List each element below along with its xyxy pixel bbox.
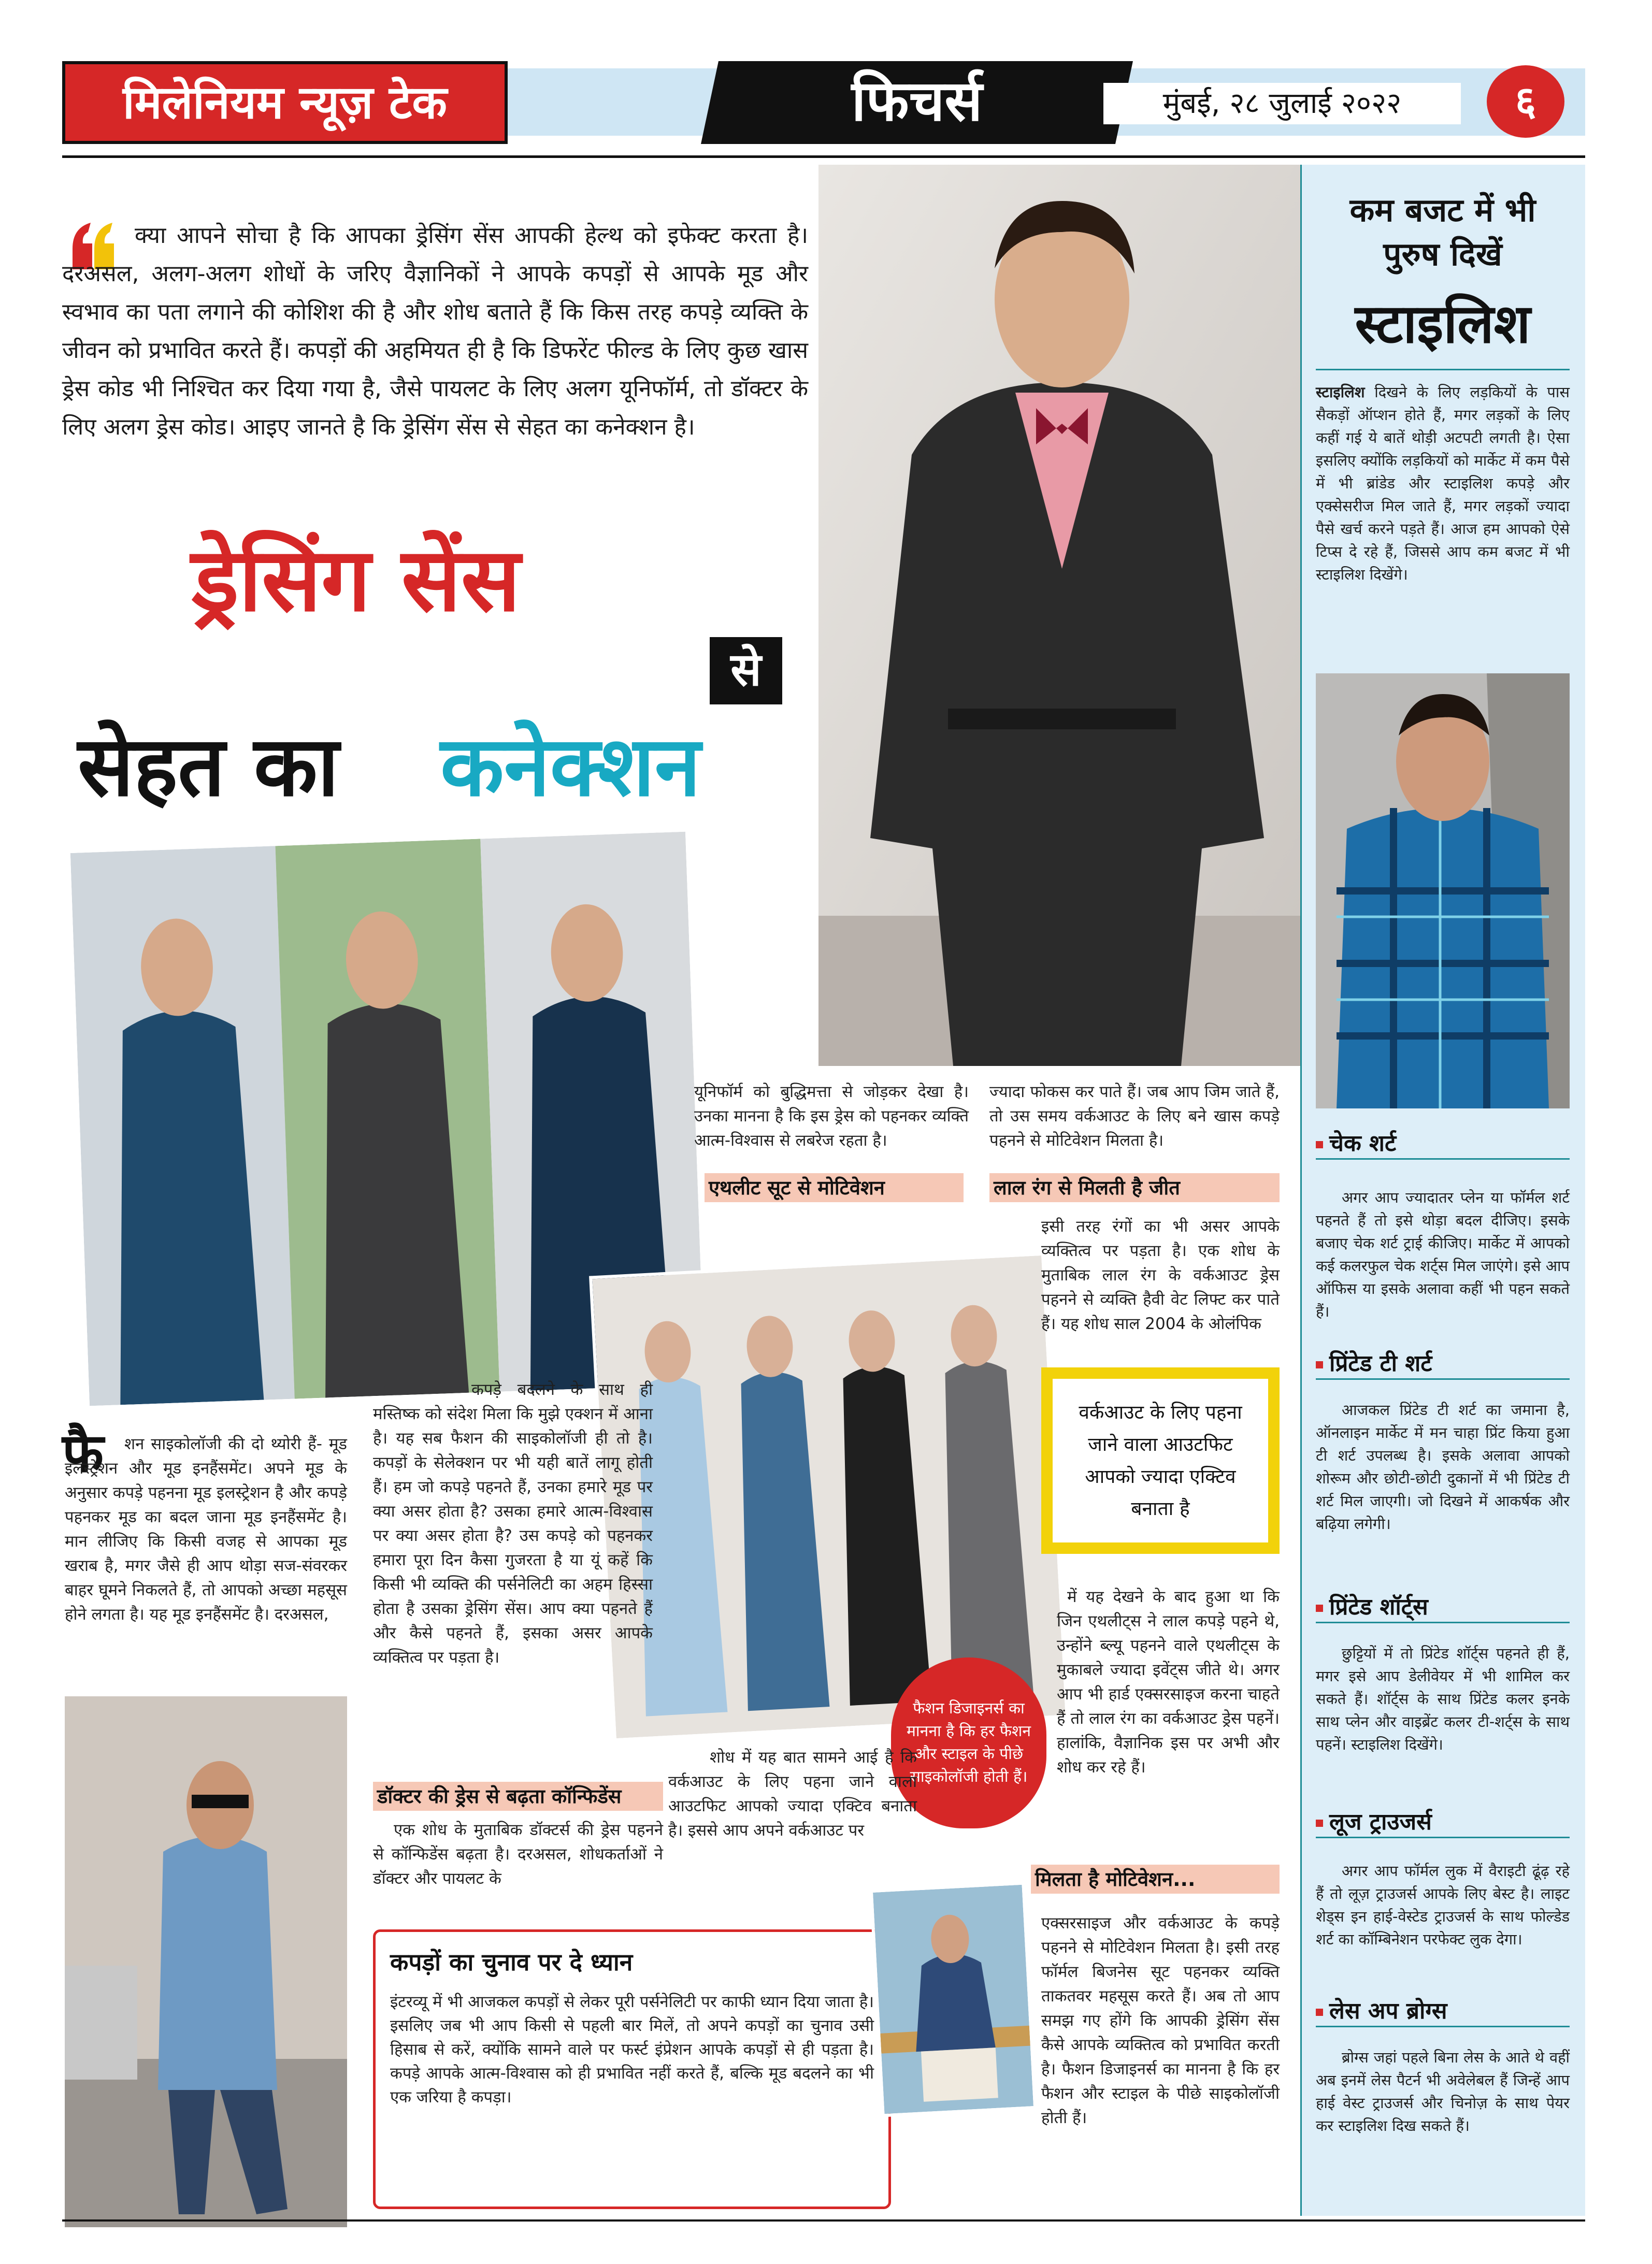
yellow-quote-text: वर्कआउट के लिए पहना जाने वाला आउटफिट आपको ज्यादा एक्टिव बनाता है: [1079, 1401, 1242, 1520]
headline-badge: से: [710, 637, 782, 704]
bullet-square-icon: [1316, 2009, 1323, 2016]
sidebar-item-text-printed-shorts: छुट्टियों में तो प्रिंटेड शॉर्ट्स पहनते ही हैं, मगर इसे आप डेलीवेयर में भी शामिल कर सकते हैं। शॉर्ट्स के साथ प्रिंटेड कलर इनके साथ प्लेन और वाइब्रेंट कलर टी-शर्ट्स के साथ पहनें। स्टाइलिश दिखेंगे।: [1316, 1645, 1570, 1753]
sidebar-lead-text: दिखने के लिए लड़कियों के पास सैकड़ों ऑप्शन होते हैं, मगर लड़कों के लिए कहीं गई ये बातें थोड़ी अटपटी लगती है। ऐसा इसलिए क्योंकि लड़कियों को मार्केट में कम पैसे में भी ब्रांडेड और स्टाइलिश कपड़े और एक्सेसरीज मिल जाते हैं, मगर लड़कों ज्यादा पैसे खर्च करने पड़ते हैं। आज हम आपको ऐसे टिप्स दे रहे हैं, जिससे आप कम बजट में भी स्टाइलिश दिखेंगे।: [1316, 383, 1570, 583]
sidebar-item-title: लूज ट्राउजर्स: [1329, 1809, 1432, 1835]
section-title: फिचर्स: [851, 69, 983, 134]
sidebar-title2: पुरुष दिखें: [1383, 235, 1502, 273]
sidebar-lead-bold: स्टाइलिश: [1316, 383, 1365, 401]
bullet-square-icon: [1316, 1361, 1323, 1368]
sidebar-item-title: प्रिंटेड टी शर्ट: [1329, 1350, 1432, 1377]
yellow-quote-inner: [1053, 1379, 1268, 1542]
choice-heading: कपड़ों का चुनाव पर दे ध्यान: [390, 1948, 633, 1976]
check-shirt-photo: [1316, 673, 1570, 1108]
headline-line2a: सेहत का: [78, 718, 339, 815]
article-col1: शन साइकोलॉजी की दो थ्योरी हैं- मूड इलस्ट्रेशन और मूड इनहैंसमेंट। अपने मूड के अनुसार कपड़े पहनना मूड इलस्ट्रेशन है और कपड़े पहनकर मूड का बदल जाना मूड इनहैंसमेंट है। मान लीजिए कि किसी वजह से आपका मूड खराब है, मगर जैसे ही आप थोड़ा सज-संवरकर बाहर घूमने निकलते हैं, तो आपको अच्छा महसूस होने लगता है। यह मूड इनहैंसमेंट है। दरअसल,: [65, 1435, 347, 1624]
hero-photo: [818, 165, 1305, 1066]
brand-name: मिलेनियम न्यूज़ टेक: [123, 76, 447, 129]
footer-rule: [62, 2219, 1585, 2222]
dateline: मुंबई, २८ जुलाई २०२२: [1103, 83, 1461, 124]
sidebar-title-rule: [1316, 369, 1570, 370]
sidebar-item-text-loose-trousers: अगर आप फॉर्मल लुक में वैराइटी ढूंढ़ रहे हैं तो लूज़ ट्राउजर्स आपके लिए बेस्ट है। लाइट शेड्स इन हाई-वेस्टेड ट्राउजर्स के साथ फोल्डेड शर्ट का कॉम्बिनेशन परफेक्ट लुक देगा।: [1316, 1862, 1570, 1948]
athlete-heading: एथलीट सूट से मोटिवेशन: [705, 1173, 964, 1202]
sidebar-item-title: प्रिंटेड शॉर्ट्स: [1329, 1594, 1428, 1620]
doctor-heading: डॉक्टर की ड्रेस से बढ़ता कॉन्फिडेंस: [373, 1782, 663, 1811]
sidebar-item-heading-lace-up-brogues: [1316, 1997, 1570, 2027]
sidebar-item-title: लेस अप ब्रोग्स: [1329, 1998, 1447, 2024]
page-number-badge: ६: [1487, 65, 1564, 138]
bullet-square-icon: [1316, 1141, 1323, 1148]
sidebar-item-text-lace-up-brogues: ब्रोग्स जहां पहले बिना लेस के आते थे वहीं अब इनमें लेस पैटर्न भी अवेलेबल हैं जिन्हें आप हाई वेस्ट ट्राउजर्स और चिनोज़ के साथ पेयर कर स्टाइलिश दिख सकते हैं।: [1316, 2049, 1570, 2135]
sidebar-item-heading-check-shirt: [1316, 1129, 1570, 1160]
sidebar-item-text-check-shirt: अगर आप ज्यादातर प्लेन या फॉर्मल शर्ट पहनते हैं तो इसे थोड़ा बदल दीजिए। इसके बजाए चेक शर्ट ट्राई कीजिए। मार्केट में आपको कई कलरफुल चेक शर्ट्स मिल जाएंगे। इसे आप ऑफिस या इसके अलावा कहीं भी पहन सकते हैं।: [1316, 1189, 1570, 1320]
doctor-text: एक शोध के मुताबिक डॉक्टर्स की ड्रेस पहनने से कॉन्फिडेंस बढ़ता है। दरअसल, शोधकर्ताओं ने डॉक्टर और पायलट के: [373, 1821, 663, 1888]
intro-paragraph: क्या आपने सोचा है कि आपका ड्रेसिंग सेंस आपकी हेल्थ को इफेक्ट करता है। दरअसल, अलग-अलग शोधों के जरिए वैज्ञानिकों ने आपके कपड़ों से आपके मूड और स्वभाव का पता लगाने की कोशिश की है और शोध बताते हैं कि किस तरह कपड़े व्यक्ति के जीवन को प्रभावित करते हैं। कपड़ों की अहमियत ही है कि डिफरेंट फील्ड के लिए कुछ खास ड्रेस कोड भी निश्चित कर दिया गया है, जैसे पायलट के लिए अलग यूनिफॉर्म, तो डॉक्टर के लिए अलग ड्रेस कोड। आइए जानते है कि ड्रेसिंग सेंस से सेहत का कनेक्शन है।: [62, 222, 808, 440]
motivation-text: एक्सरसाइज और वर्कआउट के कपड़े पहनने से मोटिवेशन मिलता है। इसी तरह फॉर्मल बिजनेस सूट पहनकर व्यक्ति ताकतवर महसूस करते हैं। अब तो आप समझ गए होंगे कि आपकी ड्रेसिंग सेंस कैसे आपके व्यक्तित्व को प्रभावित करती है। फैशन डिजाइनर्स का मानना है कि हर फैशन और स्टाइल के पीछे साइकोलॉजी होती हैं।: [1041, 1914, 1280, 2127]
article-col4-top: ज्यादा फोकस कर पाते हैं। जब आप जिम जाते हैं, तो उस समय वर्कआउट के लिए बने खास कपड़े पहनने से मोटिवेशन मिलता है।: [989, 1083, 1280, 1150]
sidebar-title1: कम बजट में भी: [1349, 191, 1536, 229]
article-col2: कपड़े बदलने के साथ ही मस्तिष्क को संदेश मिला कि मुझे एक्शन में आना है। यह सब फैशन की साइकोलॉजी ही तो है। कपड़ों के सेलेक्शन पर भी यही बातें लागू होती हैं। हम जो कपड़े पहनते हैं, उनका हमारे मूड पर क्या असर होता है? उसका हमारे आत्म-विश्वास पर क्या असर होता है? उस कपड़े को पहनकर हमारा पूरा दिन कैसा गुजरता है या यूं कहें कि किसी भी व्यक्ति की पर्सनेलिटी का अहम हिस्सा होता है उसका ड्रेसिंग सेंस। आप क्या पहनते हैं और कैसे पहनते हैं, इसका असर आपके व्यक्तित्व पर पड़ता है।: [373, 1380, 653, 1667]
bullet-square-icon: [1316, 1820, 1323, 1827]
brand-box: [62, 61, 508, 144]
choice-box: [373, 1929, 891, 2209]
motivation-heading: मिलता है मोटिवेशन...: [1031, 1865, 1280, 1894]
sidebar-item-title: चेक शर्ट: [1329, 1130, 1397, 1157]
sidebar-item-heading-loose-trousers: [1316, 1808, 1570, 1838]
sidebar-title3: स्टाइलिश: [1355, 292, 1531, 355]
red-text-continued: में यह देखने के बाद हुआ था कि जिन एथलीट्स ने लाल कपड़े पहने थे, उन्होंने ब्ल्यू पहनने वाले एथलीट्स के मुकाबले ज्यादा इवेंट्स जीते थे। अगर आप भी हार्ड एक्सरसाइज करना चाहते हैं तो लाल रंग का वर्कआउट ड्रेस पहनें। हालांकि, वैज्ञानिक इस पर अभी और शोध कर रहे हैं।: [1057, 1588, 1280, 1777]
street-photo: [65, 1696, 347, 2227]
choice-text: इंटरव्यू में भी आजकल कपड़ों से लेकर पूरी पर्सनेलिटी पर काफी ध्यान दिया जाता है। इसलिए जब भी आप किसी से पहली बार मिलें, तो अपने कपड़ों का चुनाव उसी हिसाब से करें, क्योंकि सामने वाले पर फर्स्ट इंप्रेशन आपके कपड़ों से ही पड़ता है। कपड़े आपके आत्म-विश्वास को ही प्रभावित नहीं करते हैं, बल्कि मूड बदलने का भी एक जरिया है कपड़ा।: [390, 1993, 874, 2107]
yellow-quote-box: [1041, 1367, 1280, 1554]
sidebar-item-heading-printed-tshirt: [1316, 1349, 1570, 1380]
headline-line1: ड्रेसिंग सेंस: [192, 529, 521, 631]
sidebar-lead: [1316, 381, 1570, 586]
bench-photo: [870, 1881, 1037, 2117]
dropcap: फै: [62, 1421, 104, 1484]
bullet-square-icon: [1316, 1605, 1323, 1612]
red-heading: लाल रंग से मिलती है जीत: [989, 1173, 1280, 1202]
red-text: इसी तरह रंगों का भी असर आपके व्यक्तित्व पर पड़ता है। एक शोध के मुताबिक लाल रंग के वर्कआउट ड्रेस पहनने से व्यक्ति हैवी वेट लिफ्ट कर पाते हैं। यह शोध साल 2004 के ओलंपिक: [1041, 1217, 1280, 1333]
sidebar-item-heading-printed-shorts: [1316, 1593, 1570, 1623]
article-col3-bottom: शोध में यह बात सामने आई है कि वर्कआउट के लिए पहना जाने वाला आउटफिट आपको ज्यादा एक्टिव बनाता है। इससे आप अपने वर्कआउट पर: [668, 1748, 917, 1840]
sidebar-item-text-printed-tshirt: आजकल प्रिंटेड टी शर्ट का जमाना है, ऑनलाइन मार्केट में मन चाहा प्रिंट किया हुआ टी शर्ट उपलब्ध है। इसके अलावा आपको शोरूम और छोटी-छोटी दुकानों में भी प्रिंटेड टी शर्ट मिल जाएगी। जो दिखने में आकर्षक और बढ़िया लगेगी।: [1316, 1401, 1570, 1533]
red-bubble-text: फैशन डिजाइनर्स का मानना है कि हर फैशन और स्टाइल के पीछे साइकोलॉजी होती हैं।: [906, 1699, 1031, 1786]
article-col3-top: यूनिफॉर्म को बुद्धिमत्ता से जोड़कर देखा है। उनका मानना है कि इस ड्रेस को पहनकर व्यक्ति आत्म-विश्वास से लबरेज रहता है।: [694, 1083, 969, 1150]
headline-line2b: कनेक्शन: [440, 718, 701, 815]
masthead: [62, 61, 1585, 154]
masthead-rule: [62, 155, 1585, 158]
